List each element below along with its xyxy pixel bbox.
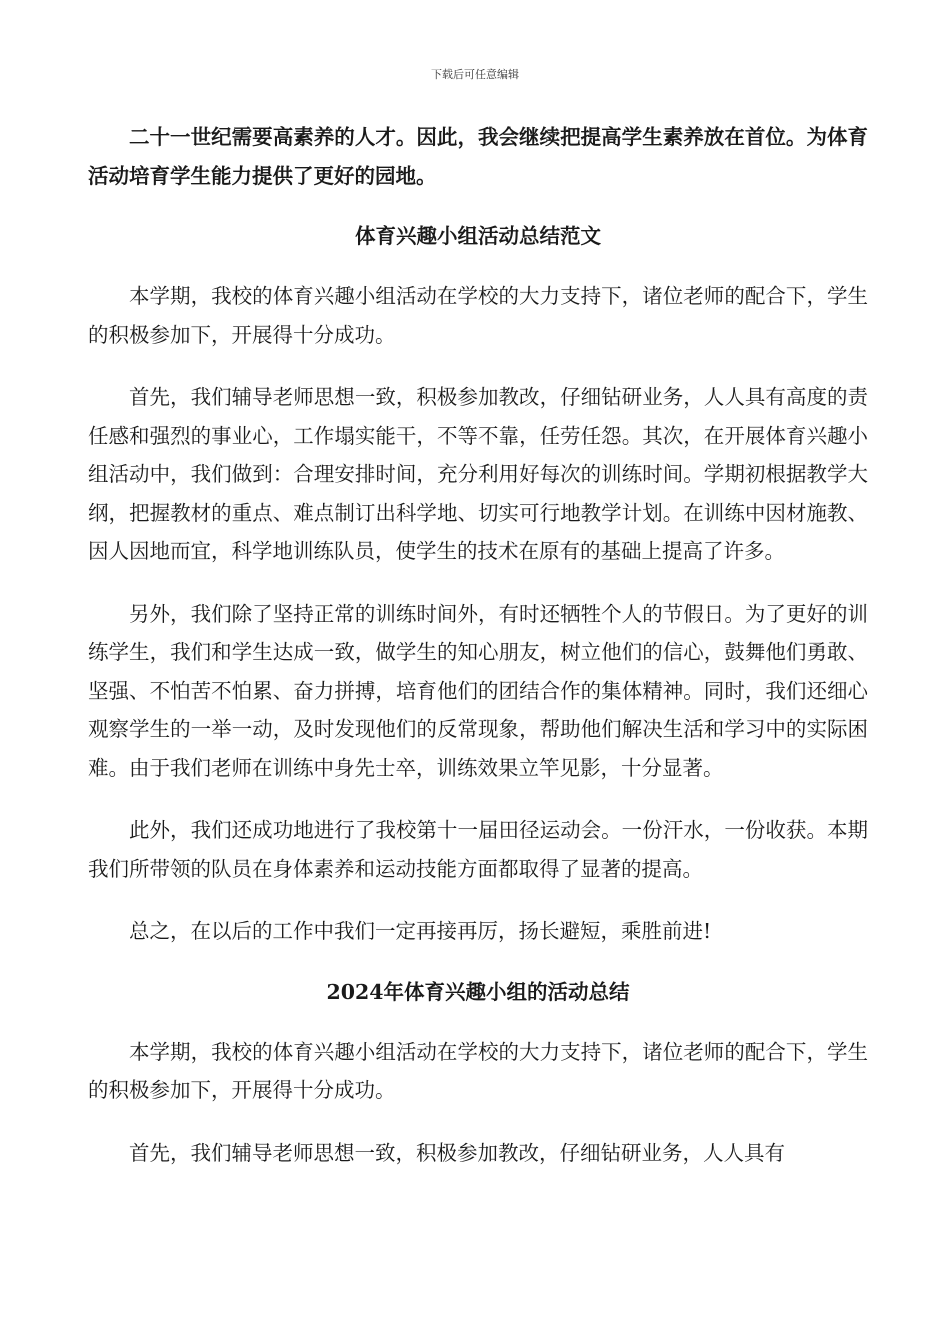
page-header: 下载后可任意编辑 (431, 68, 519, 81)
document-body (88, 118, 868, 1172)
paragraph: 总之，在以后的工作中我们一定再接再厉，扬长避短，乘胜前进! (129, 919, 712, 943)
section-title-2: 2024年体育兴趣小组的活动总结 (326, 979, 630, 1004)
paragraph: 此外，我们还成功地进行了我校第十一届田径运动会。一份汗水，一份收获。本期我们所带领的队员在身体素养和运动技能方面都取得了显著的提高。 (88, 818, 868, 881)
paragraph: 本学期，我校的体育兴趣小组活动在学校的大力支持下，诸位老师的配合下，学生的积极参加下，开展得十分成功。 (88, 1039, 868, 1102)
paragraph: 首先，我们辅导老师思想一致，积极参加教改，仔细钻研业务，人人具有 (129, 1140, 785, 1165)
section-title-1: 体育兴趣小组活动总结范文 (355, 224, 601, 248)
paragraph: 首先，我们辅导老师思想一致，积极参加教改，仔细钻研业务，人人具有高度的责任感和强烈的事业心，工作塌实能干，不等不靠，任劳任怨。其次，在开展体育兴趣小组活动中，我们做到：合理安排时间，充分利用好每次的训练时间。学期初根据教学大纲，把握教材的重点、难点制订出科学地、切实可行地教学计划。在训练中因材施教、因人因地而宜，科学地训练队员，使学生的技术在原有的基础上提高了许多。 (88, 385, 868, 563)
intro-paragraph: 二十一世纪需要高素养的人才。因此，我会继续把提高学生素养放在首位。为体育活动培育学生能力提供了更好的园地。 (88, 125, 868, 188)
paragraph: 本学期，我校的体育兴趣小组活动在学校的大力支持下，诸位老师的配合下，学生的积极参加下，开展得十分成功。 (88, 284, 868, 347)
paragraph: 另外，我们除了坚持正常的训练时间外，有时还牺牲个人的节假日。为了更好的训练学生，我们和学生达成一致，做学生的知心朋友，树立他们的信心，鼓舞他们勇敢、坚强、不怕苦不怕累、奋力拼搏，培育他们的团结合作的集体精神。同时，我们还细心观察学生的一举一动，及时发现他们的反常现象，帮助他们解决生活和学习中的实际困难。由于我们老师在训练中身先士卒，训练效果立竿见影，十分显著。 (88, 601, 868, 780)
